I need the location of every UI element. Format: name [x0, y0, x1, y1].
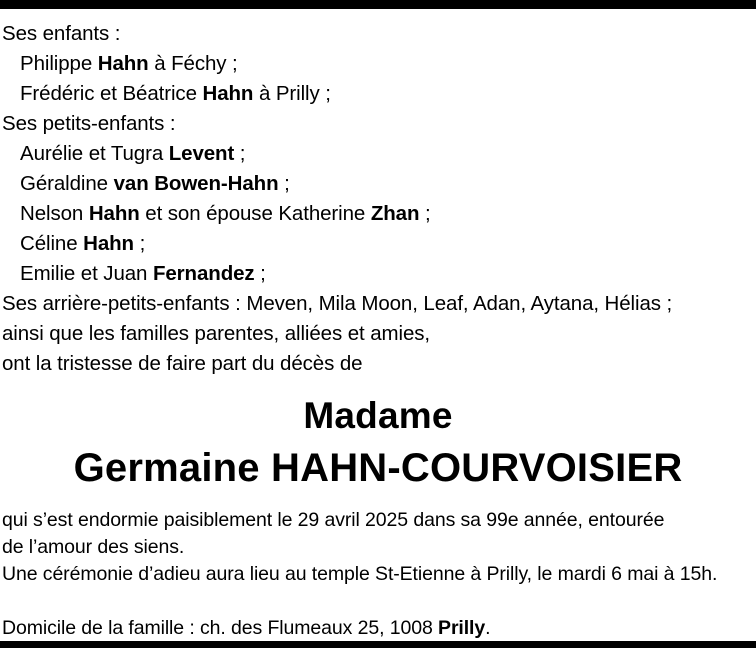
family-name: Hahn	[83, 232, 134, 255]
text-segment: Une cérémonie d’adieu aura lieu au temple St-Etienne à Prilly, le mardi 6 mai à 15h.	[2, 563, 718, 585]
text-segment: ;	[234, 142, 246, 165]
text-segment: Frédéric et Béatrice	[20, 82, 203, 105]
intro-line	[2, 259, 754, 289]
text-segment: ;	[419, 202, 431, 225]
family-name: van Bowen-Hahn	[113, 172, 279, 195]
text-segment: et son épouse Katherine	[139, 202, 371, 225]
honorific-title: Madame	[303, 395, 453, 436]
family-name: Hahn	[88, 202, 140, 225]
family-name: Levent	[168, 142, 235, 165]
closing-line	[2, 615, 754, 642]
text-segment: de l’amour des siens.	[2, 536, 185, 558]
family-name: Prilly	[438, 617, 486, 639]
text-segment: Ses enfants :	[2, 22, 121, 45]
text-segment: ;	[254, 262, 266, 285]
text-segment: qui s’est endormie paisiblement le 29 avril 2025 dans sa 99e année, entourée	[2, 509, 665, 531]
text-segment: ont la tristesse de faire part du décès de	[2, 352, 363, 375]
intro-line	[2, 319, 754, 349]
text-segment: Philippe	[20, 52, 98, 75]
text-segment: .	[485, 617, 491, 639]
closing-line	[2, 507, 754, 534]
intro-line	[2, 349, 754, 379]
blank-line	[2, 588, 754, 615]
text-segment: Ses petits-enfants :	[2, 112, 176, 135]
text-segment: Emilie et Juan	[20, 262, 153, 285]
closing-line	[2, 534, 754, 561]
text-segment: ainsi que les familles parentes, alliées et amies,	[2, 322, 430, 345]
deceased-block	[2, 393, 754, 493]
bottom-rule	[0, 641, 756, 648]
intro-line	[2, 229, 754, 259]
text-segment: Nelson	[20, 202, 89, 225]
intro-line	[2, 79, 754, 109]
intro-line	[2, 199, 754, 229]
text-segment: à Féchy ;	[148, 52, 238, 75]
family-name: Fernandez	[152, 262, 255, 285]
text-segment: à Prilly ;	[253, 82, 331, 105]
closing-block	[2, 507, 754, 642]
text-segment: Céline	[20, 232, 84, 255]
deceased-name: Germaine HAHN-COURVOISIER	[73, 446, 683, 490]
intro-line	[2, 49, 754, 79]
text-segment: Ses arrière-petits-enfants : Meven, Mila Moon, Leaf, Adan, Aytana, Hélias ;	[2, 292, 673, 315]
intro-line	[2, 139, 754, 169]
family-intro-block	[2, 19, 754, 379]
intro-line	[2, 19, 754, 49]
top-rule	[0, 0, 756, 9]
family-name: Zhan	[370, 202, 420, 225]
text-segment: Aurélie et Tugra	[20, 142, 169, 165]
family-name: Hahn	[202, 82, 254, 105]
text-segment: Géraldine	[20, 172, 114, 195]
notice-body	[0, 9, 756, 642]
text-segment: ;	[133, 232, 146, 255]
text-segment: Domicile de la famille : ch. des Flumeaux 25, 1008	[2, 617, 439, 639]
intro-line	[2, 109, 754, 139]
text-segment: ;	[278, 172, 290, 195]
closing-line	[2, 561, 754, 588]
family-name: Hahn	[97, 52, 149, 75]
intro-line	[2, 169, 754, 199]
intro-line	[2, 289, 754, 319]
